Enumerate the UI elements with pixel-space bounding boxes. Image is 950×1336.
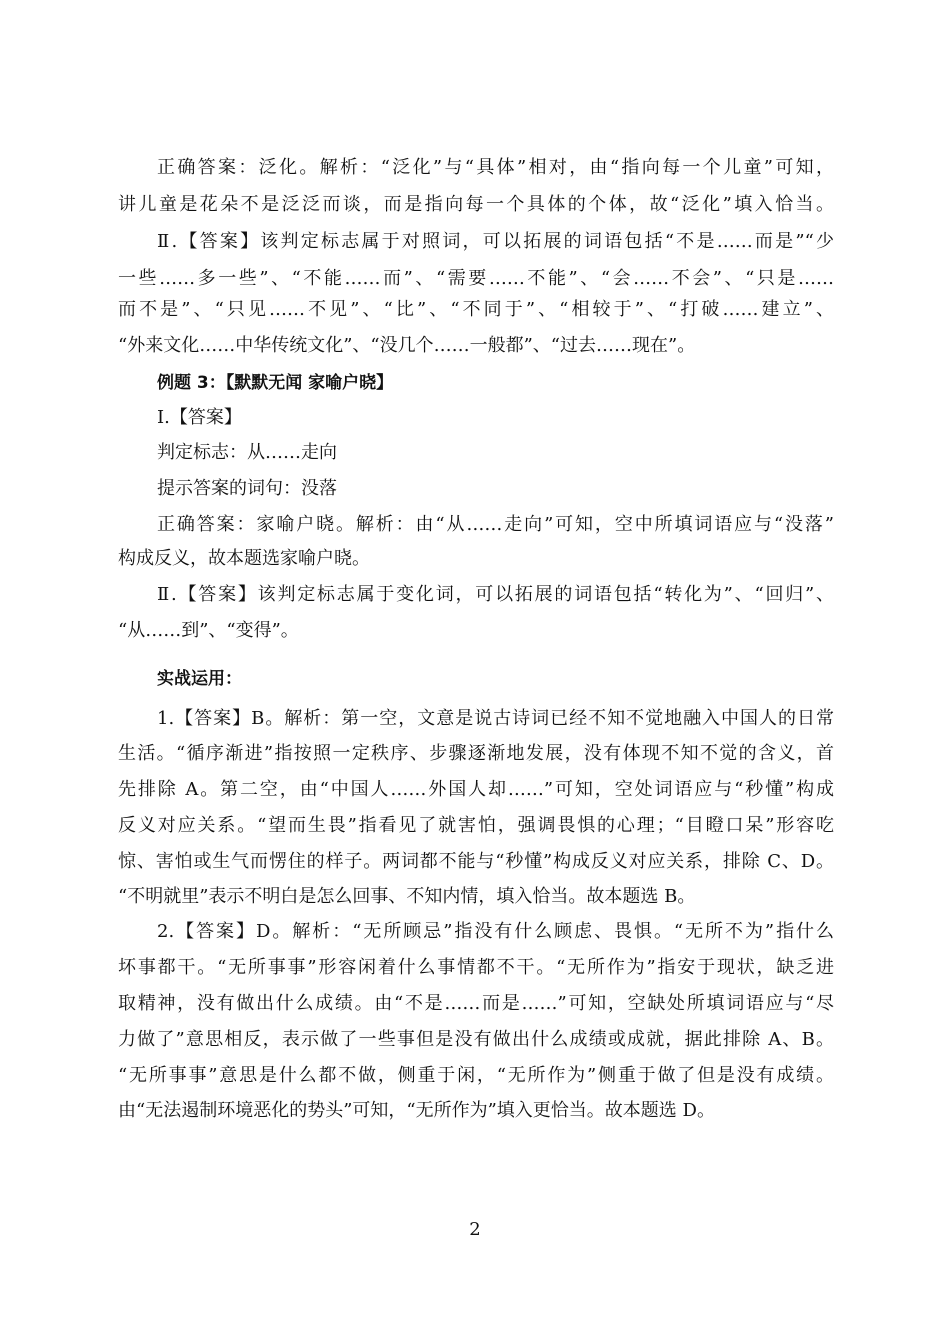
text-line: Ⅱ.【答案】该判定标志属于变化词，可以拓展的词语包括“转化为”、“回归”、: [157, 584, 834, 605]
text-line: 反义对应关系。“望而生畏”指看见了就害怕，强调畏惧的心理；“目瞪口呆”形容吃: [118, 815, 834, 836]
text-line: 力做了”意思相反，表示做了一些事但是没有做出什么成绩或成就，据此排除 A、B。: [118, 1029, 834, 1050]
text-line: 构成反义，故本题选家喻户晓。: [118, 548, 370, 569]
text-line: 取精神，没有做出什么成绩。由“不是……而是……”可知，空缺处所填词语应与“尽: [118, 993, 834, 1014]
text-line: 1.【答案】B。解析：第一空，文意是说古诗词已经不知不觉地融入中国人的日常: [157, 708, 834, 729]
text-line: “外来文化……中华传统文化”、“没几个……一般都”、“过去……现在”。: [118, 335, 696, 356]
marker-line: 判定标志：从……走向: [157, 442, 337, 463]
text-line: 先排除 A。第二空，由“中国人……外国人却……”可知，空处词语应与“秒懂”构成: [118, 779, 834, 800]
text-line: 正确答案：家喻户晓。解析：由“从……走向”可知，空中所填词语应与“没落”: [157, 514, 834, 535]
text-line: Ⅱ.【答案】该判定标志属于对照词，可以拓展的词语包括“不是……而是”“少: [157, 231, 834, 252]
text-line: 2.【答案】D。解析：“无所顾忌”指没有什么顾虑、畏惧。“无所不为”指什么: [157, 921, 834, 942]
text-line: 惊、害怕或生气而愣住的样子。两词都不能与“秒懂”构成反义对应关系，排除 C、D。: [118, 851, 834, 872]
text-line: “从……到”、“变得”。: [118, 620, 299, 641]
text-line: 而不是”、“只见……不见”、“比”、“不同于”、“相较于”、“打破……建立”、: [118, 299, 834, 320]
text-line: “无所事事”意思是什么都不做，侧重于闲，“无所作为”侧重于做了但是没有成绩。: [118, 1065, 834, 1086]
text-line: 正确答案：泛化。解析：“泛化”与“具体”相对，由“指向每一个儿童”可知，: [157, 157, 834, 178]
text-line: 由“无法遏制环境恶化的势头”可知，“无所作为”填入更恰当。故本题选 D。: [118, 1100, 715, 1121]
practice-heading: 实战运用：: [157, 669, 242, 689]
example-heading: 例题 3：【默默无闻 家喻户晓】: [157, 373, 394, 393]
hint-line: 提示答案的词句：没落: [157, 478, 337, 499]
answer-label: Ⅰ.【答案】: [157, 407, 242, 428]
text-line: 讲儿童是花朵不是泛泛而谈，而是指向每一个具体的个体，故“泛化”填入恰当。: [118, 194, 834, 215]
text-line: 一些……多一些”、“不能……而”、“需要……不能”、“会……不会”、“只是……: [118, 268, 834, 289]
text-line: “不明就里”表示不明白是怎么回事、不知内情，填入恰当。故本题选 B。: [118, 886, 696, 907]
page-number: 2: [469, 1219, 481, 1240]
text-line: 坏事都干。“无所事事”形容闲着什么事情都不干。“无所作为”指安于现状，缺乏进: [118, 957, 834, 978]
text-line: 生活。“循序渐进”指按照一定秩序、步骤逐渐地发展，没有体现不知不觉的含义，首: [118, 743, 834, 764]
